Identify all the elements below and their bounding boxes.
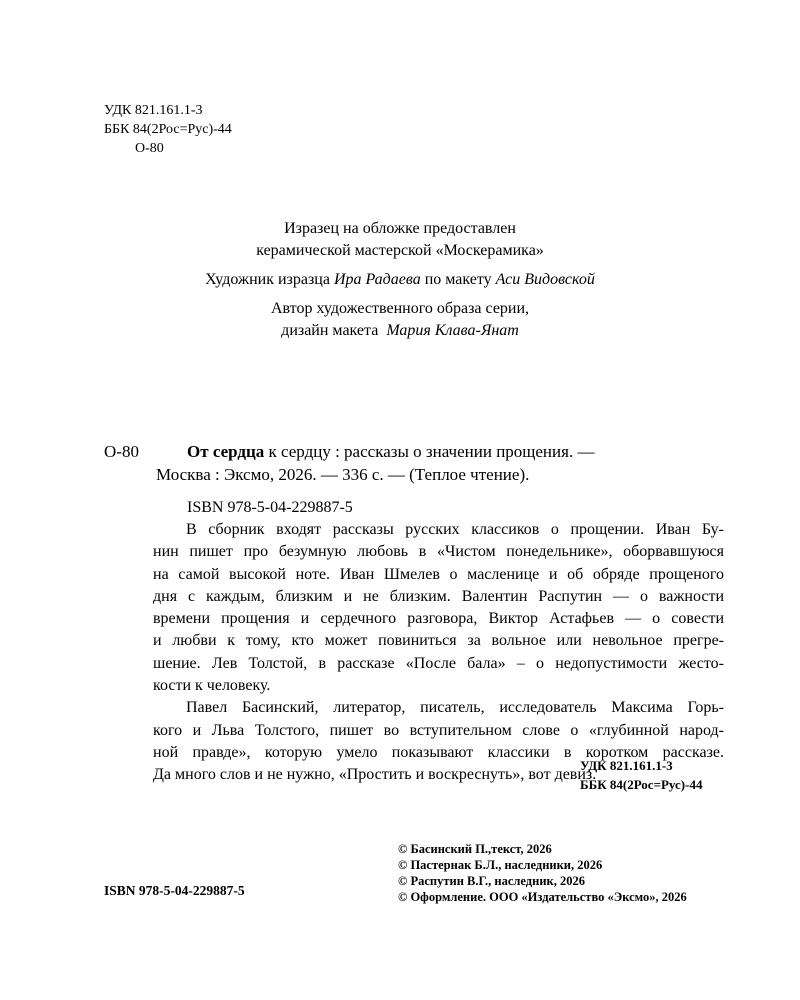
mockup-author: Аси Видовской bbox=[495, 271, 595, 288]
entry-title-rest: к сердцу : рассказы о значении прощения. — bbox=[268, 442, 595, 461]
bibliographic-entry bbox=[156, 440, 595, 486]
classification-block bbox=[104, 101, 232, 158]
series-credit-line1: Автор художественного образа серии, bbox=[270, 300, 530, 317]
abstract-paragraph-1 bbox=[153, 519, 724, 697]
series-label: дизайн макета bbox=[281, 322, 379, 339]
tile-credit bbox=[0, 218, 800, 262]
copyright-line: © Оформление. ООО «Издательство «Эксмо», 2026 bbox=[398, 890, 687, 904]
entry-code: О-80 bbox=[104, 442, 139, 461]
artist-name: Ира Радаева bbox=[333, 271, 421, 288]
udk-code-right: УДК 821.161.1-3 bbox=[580, 758, 673, 773]
entry-isbn: ISBN 978-5-04-229887-5 bbox=[187, 499, 353, 516]
abstract-line: кости к человеку. bbox=[153, 677, 271, 695]
entry-title-bold: От сердца bbox=[187, 442, 265, 461]
artist-credit bbox=[0, 269, 800, 291]
copyright-line: © Басинский П.,текст, 2026 bbox=[398, 842, 552, 856]
series-designer: Мария Клава-Янат bbox=[386, 322, 519, 339]
bbk-code: ББК 84(2Рос=Рус)-44 bbox=[104, 122, 232, 137]
abstract-line: дня с каждым, близким и не близким. Валентин Распутин — о важности bbox=[153, 587, 724, 605]
bbk-code-right: ББК 84(2Рос=Рус)-44 bbox=[580, 777, 703, 792]
abstract-line: Да много слов и не нужно, «Простить и воскреснуть», вот девиз. bbox=[153, 766, 597, 784]
artist-mid: по макету bbox=[424, 271, 492, 288]
copyright-line: © Распутин В.Г., наследник, 2026 bbox=[398, 874, 585, 888]
abstract-line: времени прощения и сердечного разговора, Виктор Астафьев — о совести bbox=[153, 610, 724, 628]
abstract bbox=[153, 519, 724, 787]
tile-credit-line2: керамической мастерской «Москерамика» bbox=[256, 242, 544, 259]
abstract-line: В сборник входят рассказы русских классиков о прощении. Иван Бу- bbox=[186, 521, 724, 538]
classification-right bbox=[580, 756, 702, 794]
bottom-isbn: ISBN 978-5-04-229887-5 bbox=[104, 883, 245, 898]
copyright-block bbox=[398, 841, 687, 905]
abstract-line: ной правде», которую умело показывают классики в коротком рассказе. bbox=[153, 743, 724, 761]
abstract-line: кого и Льва Толстого, пишет во вступительном слове о «глубинной народ- bbox=[153, 721, 724, 739]
series-credit bbox=[0, 298, 800, 342]
entry-imprint: Москва : Эксмо, 2026. — 336 с. — (Теплое чтение). bbox=[156, 465, 530, 484]
udk-code: УДК 821.161.1-3 bbox=[104, 103, 203, 118]
abstract-line: шение. Лев Толстой, в рассказе «После бала» – о недопустимости жесто- bbox=[153, 654, 724, 672]
copyright-line: © Пастернак Б.Л., наследники, 2026 bbox=[398, 858, 603, 872]
tile-credit-line1: Изразец на обложке предоставлен bbox=[284, 220, 516, 237]
artist-label: Художник изразца bbox=[205, 271, 330, 288]
abstract-line: Павел Басинский, литератор, писатель, исследователь Максима Горь- bbox=[186, 699, 724, 717]
author-mark: О-80 bbox=[135, 141, 164, 156]
abstract-line: на самой высокой ноте. Иван Шмелев о масленице и об обряде прощеного bbox=[153, 565, 724, 583]
abstract-line: нин пишет про безумную любовь в «Чистом понедельнике», оборвавшуюся bbox=[153, 543, 724, 561]
abstract-line: и любви к тому, кто может повиниться за вольное или невольное прегре- bbox=[153, 632, 724, 650]
